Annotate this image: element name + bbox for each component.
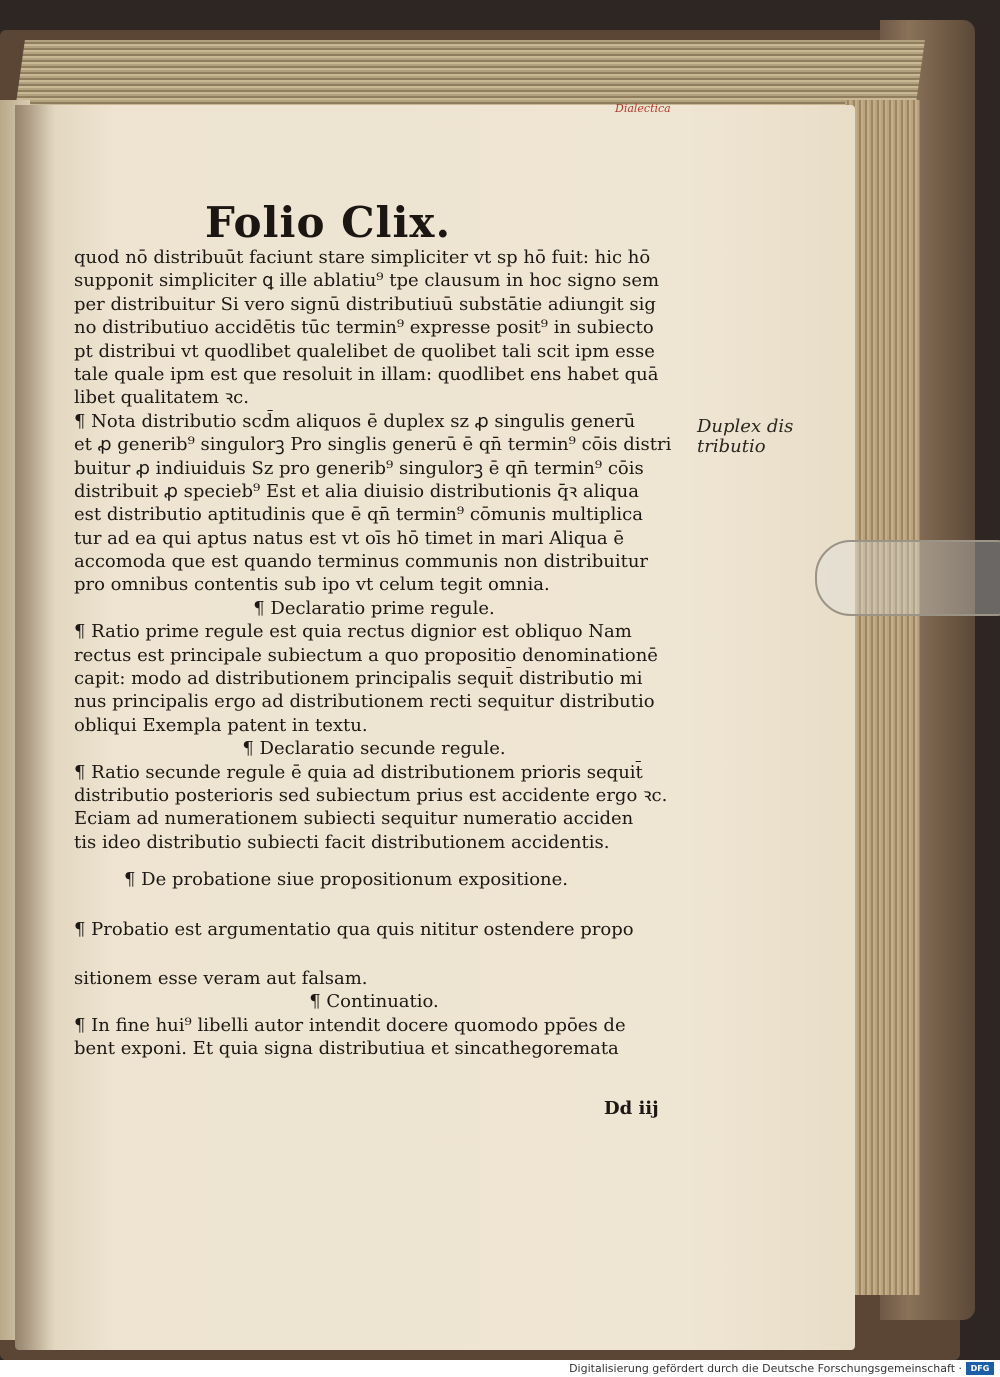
text-line: bent exponi. Et quia signa distributiua et sincathegoremata (74, 1038, 619, 1060)
text-line: est distributio aptitudinis que ē qn̄ termin⁹ cōmunis multiplica (74, 504, 643, 526)
dfg-logo: DFG (966, 1362, 994, 1375)
text-line: buitur ꝓ indiuiduis Sz pro generib⁹ singulorꝫ ē qn̄ termin⁹ cōis (74, 457, 644, 479)
text-block (74, 246, 674, 1061)
gutter-shadow (15, 105, 55, 1350)
footer-bar (0, 1360, 1000, 1377)
text-line: ¶ Nota distributio scd̄m aliquos ē duplex sz ꝓ singulis generū (74, 410, 636, 432)
text-line: obliqui Exempla patent in textu. (74, 714, 368, 736)
page-block-top-edge (15, 40, 925, 110)
text-line: quod nō distribuūt faciunt stare simpliciter vt sp hō fuit: hic hō (74, 247, 651, 268)
text-line: nus principalis ergo ad distributionem recti sequitur distributio (74, 691, 655, 713)
section-heading: ¶ De probatione siue propositionum expositione. (124, 869, 569, 891)
text-line: Eciam ad numerationem subiecti sequitur numeratio acciden (74, 808, 634, 830)
section-heading: ¶ Continuatio. (309, 991, 439, 1013)
text-line: supponit simpliciter ꝗ ille ablatiu⁹ tpe clausum in hoc signo sem (74, 270, 660, 292)
text-line: tale quale ipm est que resoluit in illam: quodlibet ens habet quā (74, 363, 659, 385)
text-line: tur ad ea qui aptus natus est vt oīs hō timet in mari Aliqua ē (74, 527, 625, 549)
marginal-note: Duplex dis tributio (697, 416, 794, 457)
footer-credit: Digitalisierung gefördert durch die Deutsche Forschungsgemeinschaft · (569, 1362, 962, 1375)
section-heading: ¶ Declaratio prime regule. (253, 597, 495, 619)
page-block-fore-edge (845, 100, 920, 1295)
text-line: no distributiuo accidētis tūc termin⁹ expresse posit⁹ in subiecto (74, 317, 654, 339)
text-line: distribuit ꝓ specieb⁹ Est et alia diuisio distributionis q̄ꝛ aliqua (74, 480, 640, 502)
text-line: sitionem esse veram aut falsam. (74, 967, 368, 989)
text-line: capit: modo ad distributionem principalis sequit̄ distributio mi (74, 668, 643, 690)
text-line: accomoda que est quando terminus communis non distribuitur (74, 551, 649, 573)
text-line: pt distribui vt quodlibet qualelibet de quolibet tali scit ipm esse (74, 340, 655, 362)
folio-header: Folio Clix. (205, 198, 452, 247)
text-line: ¶ In fine hui⁹ libelli autor intendit docere quomodo ppōes de (74, 1014, 626, 1036)
section-heading: ¶ Declaratio secunde regule. (242, 738, 506, 760)
text-line: pro omnibus contentis sub ipo vt celum tegit omnia. (74, 574, 550, 596)
text-line: libet qualitatem ꝛc. (74, 387, 249, 409)
red-tab-label: Dialectica (615, 102, 671, 115)
text-line: rectus est principale subiectum a quo propositio denominationē (74, 644, 658, 666)
text-line: distributio posterioris sed subiectum prius est accidente ergo ꝛc. (74, 784, 668, 806)
text-line: ¶ Ratio prime regule est quia rectus dignior est obliquo Nam (74, 621, 632, 643)
text-line: tis ideo distributio subiecti facit distributionem accidentis. (74, 831, 610, 853)
text-line: ¶ Probatio est argumentatio qua quis nititur ostendere propo (74, 918, 634, 940)
page-clip (815, 540, 1000, 616)
text-line: per distribuitur Si vero signū distributiuū substātie adiungit sig (74, 293, 656, 315)
text-line: ¶ Ratio secunde regule ē quia ad distributionem prioris sequit̄ (74, 761, 643, 783)
text-line: et ꝓ generib⁹ singulorꝫ Pro singlis generū ē qn̄ termin⁹ cōis distri (74, 434, 672, 456)
signature-mark: Dd iij (604, 1098, 659, 1119)
